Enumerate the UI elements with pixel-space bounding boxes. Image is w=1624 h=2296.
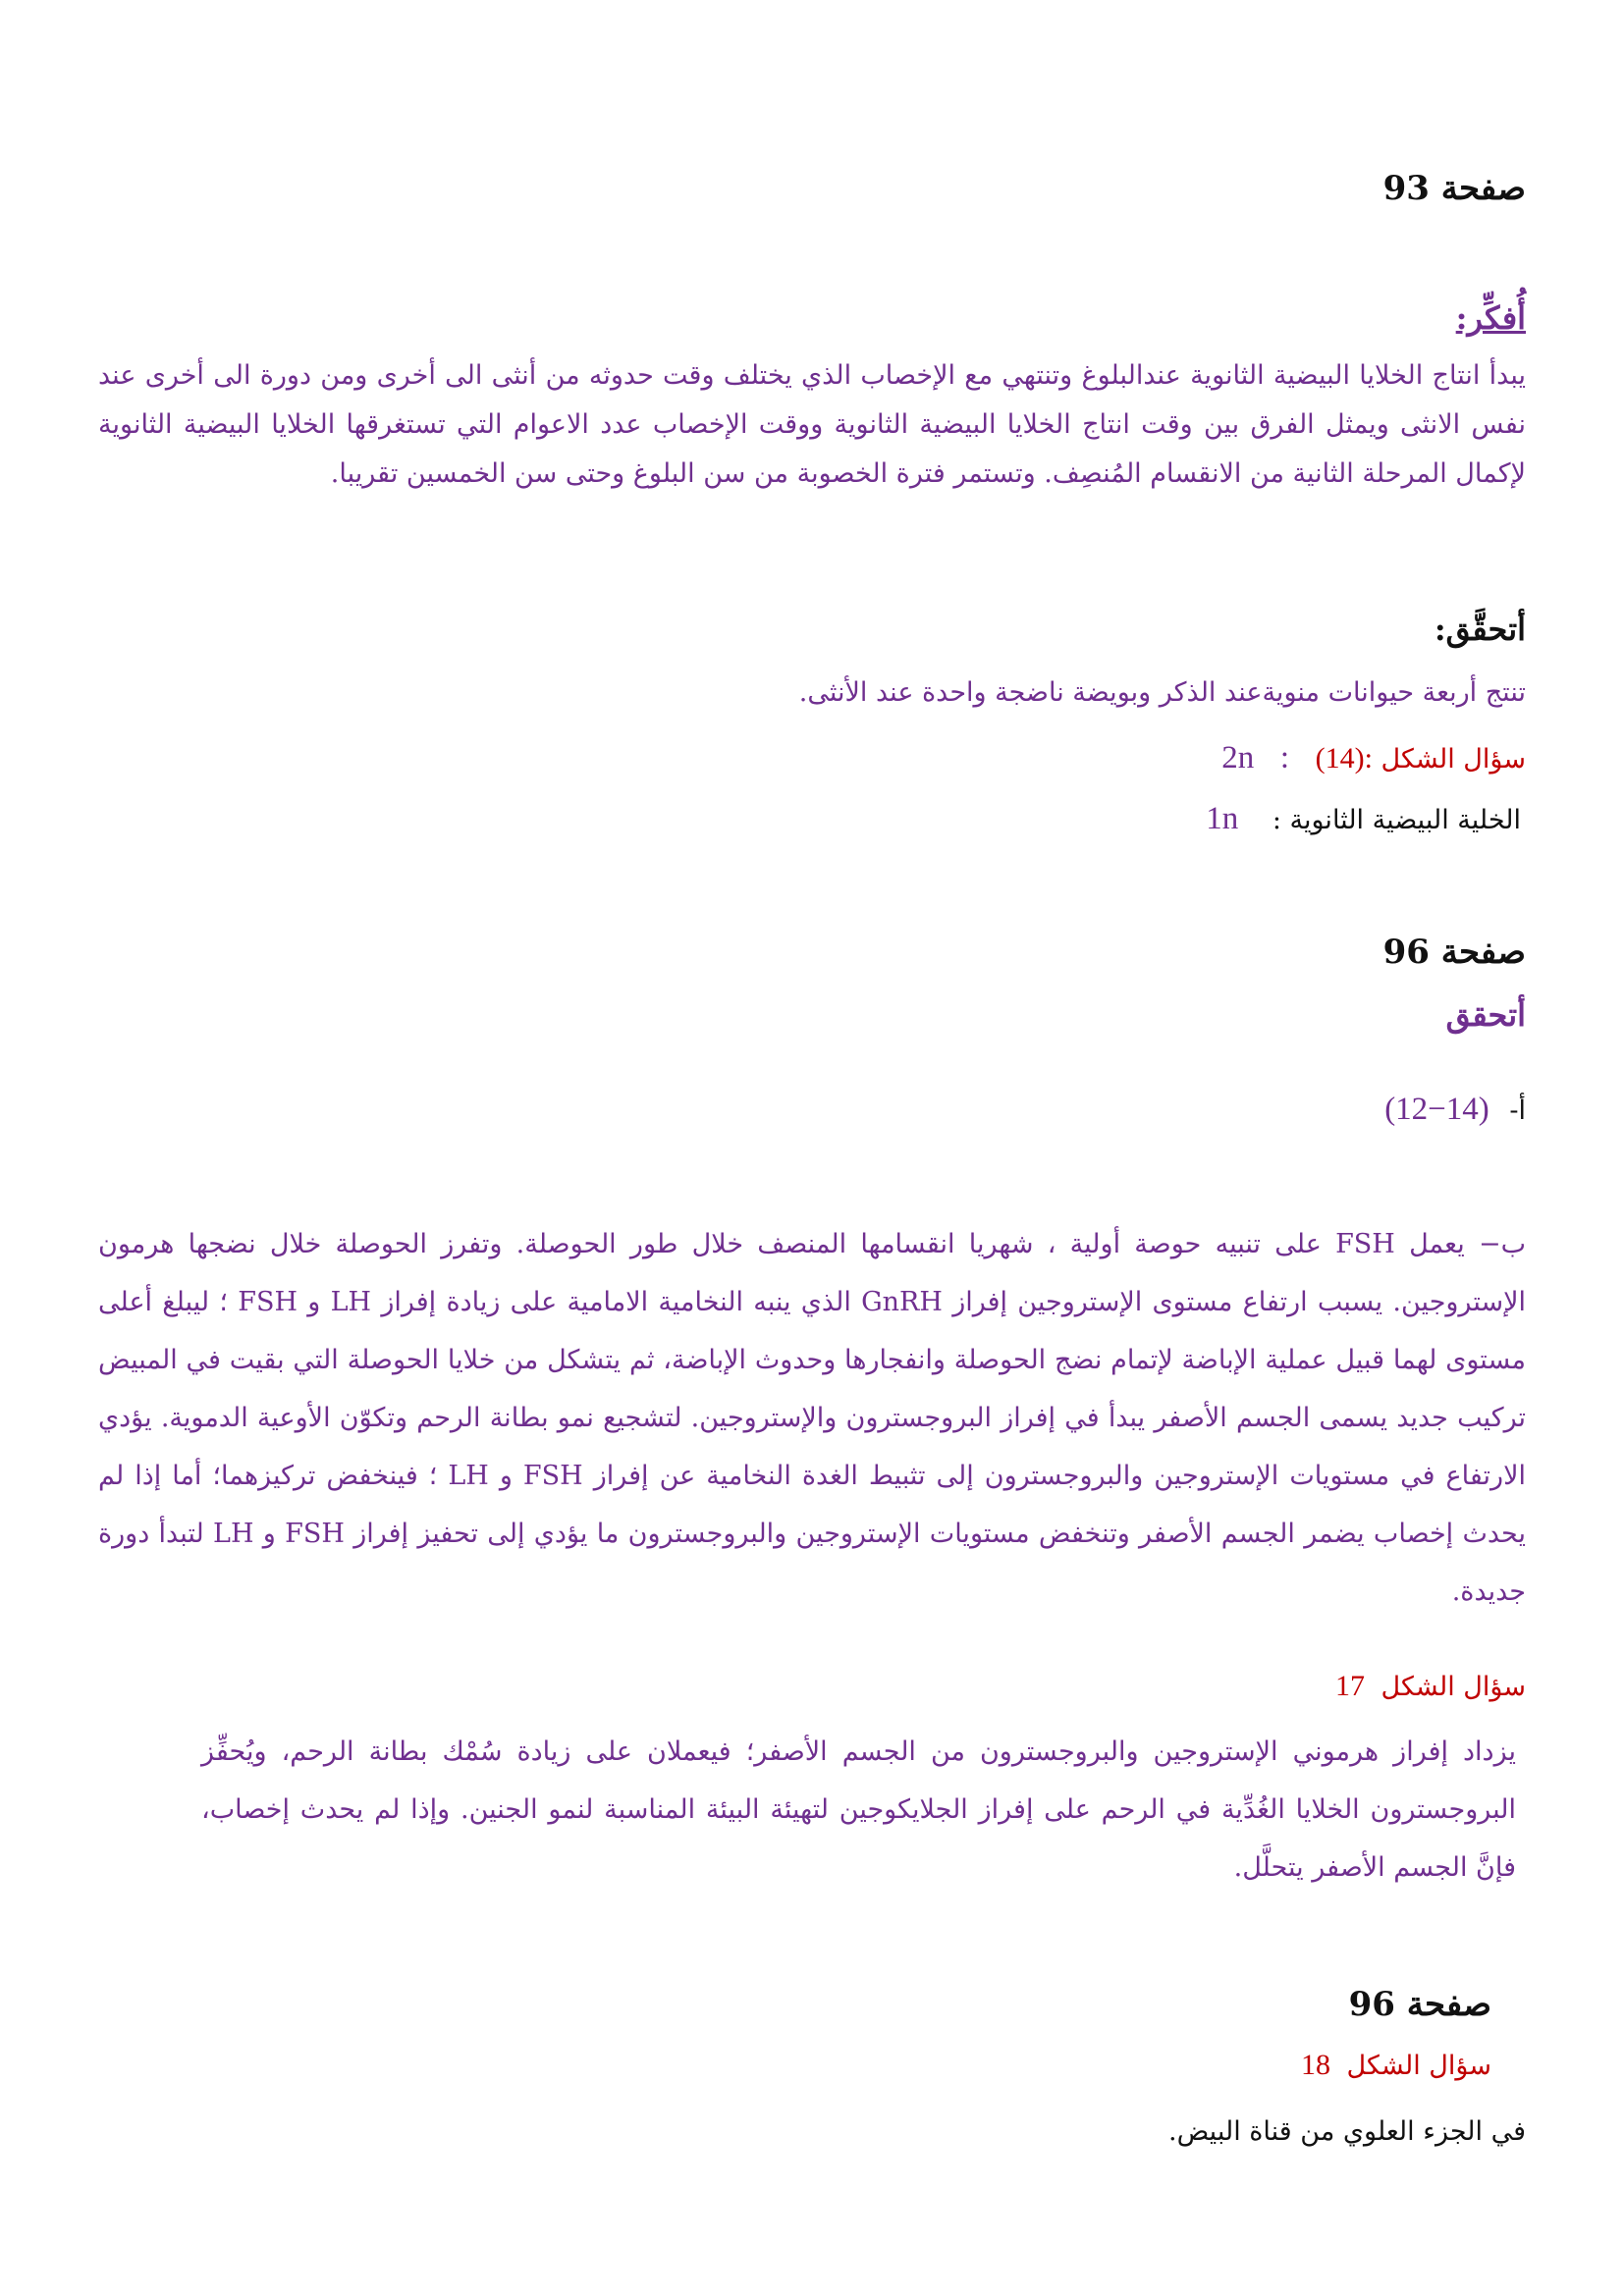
verify-heading-96: أتحقق	[1445, 996, 1526, 1034]
figure-17-label: سؤال الشكل	[1380, 1672, 1526, 1702]
figure-17-number: 17	[1334, 1670, 1365, 1702]
item-a	[1384, 1088, 1526, 1133]
verify-heading: أتحقَّق:	[1434, 611, 1526, 648]
think-heading: أُفكِّر:	[1455, 299, 1526, 337]
figure-14-number: (14):	[1315, 742, 1373, 774]
secondary-oocyte-label: الخلية البيضية الثانوية :	[1272, 805, 1521, 835]
figure-18-question	[1301, 2044, 1491, 2088]
secondary-oocyte-line	[1206, 797, 1521, 842]
figure-14-value: 2n	[1221, 740, 1255, 775]
figure-17-question	[1335, 1665, 1526, 1709]
figure-18-answer: في الجزء العلوي من قناة البيض.	[1168, 2116, 1526, 2147]
think-paragraph: يبدأ انتاج الخلايا البيضية الثانوية عندالبلوغ وتنتهي مع الإخصاب الذي يختلف وقت حدوثه من أنثى الى أخرى ومن دورة الى أخرى عند نفس الانثى ويمثل الفرق بين وقت انتاج الخلايا البيضية الثانوية ووقت الإخصاب عدد الاعوام التي تستغرقها الخلايا البيضية الثانوية لإكمال المرحلة الثانية من الانقسام المُنصِف. وتستمر فترة الخصوبة من سن البلوغ وحتى سن الخمسين تقريبا.	[98, 360, 1526, 489]
figure-17-paragraph: يزداد إفراز هرموني الإستروجين والبروجسترون من الجسم الأصفر؛ فيعملان على زيادة سُمْك بطانة الرحم، ويُحفِّز البروجسترون الخلايا الغُدِّية في الرحم على إفراز الجلايكوجين لتهيئة البيئة المناسبة لنمو الجنين. وإذا لم يحدث إخصاب، فإنَّ الجسم الأصفر يتحلَّل.	[201, 1736, 1516, 1883]
item-b-paragraph: ب− يعمل FSH على تنبيه حوصة أولية ، شهريا انقسامها المنصف خلال طور الحوصلة. وتفرز الحوصلة خلال نضجها هرمون الإستروجين. يسبب ارتفاع مستوى الإستروجين إفراز GnRH الذي ينبه النخامية الامامية على زيادة إفراز LH و FSH ؛ ليبلغ أعلى مستوى لهما قبيل عملية الإباضة لإتمام نضج الحوصلة وانفجارها وحدوث الإباضة، ثم يتشكل من خلايا الحوصلة التي بقيت في المبيض تركيب جديد يسمى الجسم الأصفر يبدأ في إفراز البروجسترون والإستروجين. لتشجيع نمو بطانة الرحم وتكوّن الأوعية الدموية. يؤدي الارتفاع في مستويات الإستروجين والبروجسترون إلى تثبيط الغدة النخامية عن إفراز FSH و LH ؛ فينخفض تركيزهما؛ أما إذا لم يحدث إخصاب يضمر الجسم الأصفر وتنخفض مستويات الإستروجين والبروجسترون ما يؤدي إلى تحفيز إفراز FSH و LH لتبدأ دورة جديدة.	[98, 1229, 1526, 1607]
figure-14-separator: :	[1279, 740, 1290, 775]
figure-14-label: سؤال الشكل	[1380, 744, 1526, 774]
item-a-label: أ-	[1509, 1095, 1526, 1126]
figure-14-question	[1221, 736, 1526, 781]
page-heading-93: صفحة 93	[1382, 169, 1526, 208]
item-a-value: (12−14)	[1384, 1092, 1489, 1127]
figure-18-label: سؤال الشكل	[1346, 2051, 1491, 2081]
secondary-oocyte-value: 1n	[1206, 801, 1239, 836]
page-heading-96-second: صفحة 96	[1348, 1985, 1491, 2024]
verify-text: تنتج أربعة حيوانات منويةعند الذكر وبويضة ناضجة واحدة عند الأنثى.	[798, 677, 1526, 708]
page-heading-96: صفحة 96	[1382, 933, 1526, 972]
figure-18-number: 18	[1300, 2049, 1330, 2081]
